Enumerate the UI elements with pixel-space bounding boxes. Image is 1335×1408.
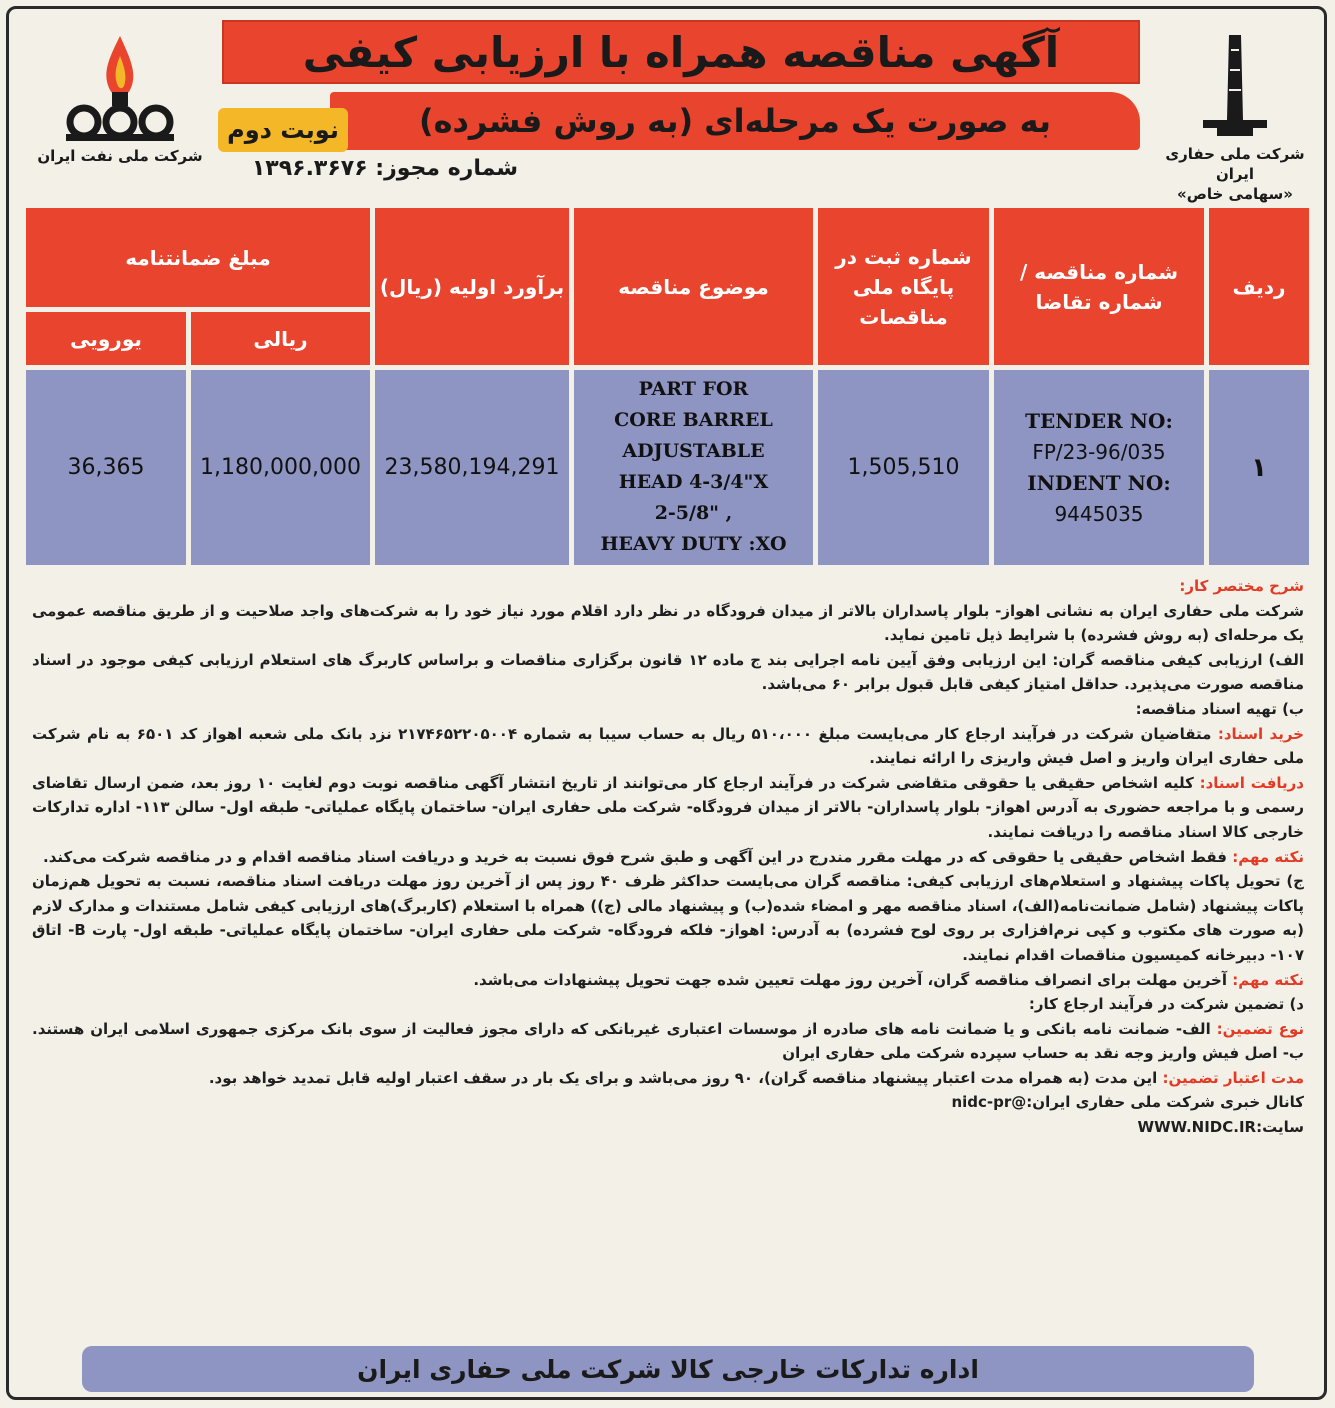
header-guarantee: مبلغ ضمانتنامه	[26, 208, 370, 307]
guarantee-type-label: نوع تضمین:	[1216, 1019, 1304, 1038]
header-registration: شماره ثبت در پایگاه ملی مناقصات	[818, 208, 989, 365]
nioc-logo	[30, 30, 210, 166]
header-guarantee-rial: ریالی	[191, 312, 370, 365]
footer-department: اداره تدارکات خارجی کالا شرکت ملی حفاری ایران	[82, 1346, 1254, 1392]
validity-label: مدت اعتبار تضمین:	[1162, 1068, 1304, 1087]
page-subtitle: به صورت یک مرحله‌ای (به روش فشرده)	[330, 92, 1140, 150]
header-guarantee-euro: یورویی	[26, 312, 186, 365]
header-estimate: برآورد اولیه (ریال)	[375, 208, 569, 365]
subject-line-6: HEAVY DUTY :XO	[600, 533, 787, 555]
tender-table	[26, 208, 1309, 565]
buy-label: خرید اسناد:	[1217, 724, 1304, 743]
nioc-flame-icon	[50, 30, 190, 142]
row-guarantee-rial: 1,180,000,000	[191, 370, 370, 565]
license-number: شماره مجوز: ۱۳۹۶.۳۶۷۶	[251, 156, 518, 181]
tender-label: TENDER NO:	[1025, 408, 1173, 433]
jim-text: مناقصه گران می‌بایست حداکثر ظرف ۴۰ روز پس از آخرین روز مهلت دریافت اسناد مناقصه، نسبت به تحویل هم‌زمان پاکات پیشنهاد (شامل ضمانت‌نامه(الف)، اسناد مناقصه مهر و امضاء شده(ب) و پیشنهاد مالی (ج)) همراه با استعلام (کاربرگ‌)های ارزیابی کیفی شامل مستندات و مدارک لازم (به صورت های مکتوب و کپی نرم‌افزاری بر روی لوح فشرده) به آدرس: اهواز- فلکه فرودگاه- شرکت ملی حفاری ایران- ساختمان پایگاه عملیاتی- طبقه اول- پارت B- اتاق ۱۰۷- دبیرخانه کمیسیون مناقصات اقدام نمایند.	[32, 872, 1304, 964]
dal-label: د) تضمین شرکت در فرآیند ارجاع کار:	[1028, 995, 1304, 1014]
row-estimate: 23,580,194,291	[375, 370, 569, 565]
header-subject: موضوع مناقصه	[574, 208, 813, 365]
buy-text: متقاضیان شرکت در فرآیند ارجاع کار می‌بایست مبلغ ۵۱۰،۰۰۰ ریال به حساب سیبا به شماره ۲۱۷۴۶۵۲۲۰۵۰۰۴ نزد بانک ملی شعبه اهواز کد ۶۵۰۱ به نام شرکت ملی حفاری ایران واریز و اصل فیش واریزی را ارائه نمایند.	[32, 724, 1304, 768]
nidc-caption-2: «سهامی خاص»	[1177, 185, 1293, 203]
alef-text: این ارزیابی وفق آیین نامه اجرایی بند ج ماده ۱۲ قانون برگزاری مناقصات و براساس کاربرگ های استعلام ارزیابی کیفی موجود در اسناد مناقصه صورت می‌پذیرد. حداقل امتیاز کیفی قابل قبول برابر ۶۰ می‌باشد.	[32, 650, 1304, 694]
summary-text: شرکت ملی حفاری ایران به نشانی اهواز- بلوار پاسداران بالاتر از میدان فرودگاه در نظر دارد اقلام مورد نیاز خود را به شرکت‌های واجد صلاحیت و از طریق مناقصه عمومی یک مرحله‌ای (به روش فشرده) با شرایط ذیل تامین نماید.	[32, 601, 1304, 645]
nidc-logo	[1160, 30, 1310, 204]
note2-text: آخرین مهلت برای انصراف مناقصه گران، آخرین روز مهلت تعیین شده جهت تحویل پیشنهادات می‌باشد.	[473, 970, 1228, 989]
guarantee-type-text: الف- ضمانت نامه بانکی و یا ضمانت نامه های صادره از موسسات اعتباری غیربانکی که دارای مجوز فعالیت از سوی بانک مرکزی جمهوری اسلامی ایران هستند. ب- اصل فیش واریز وجه نقد به حساب سپرده شرکت ملی حفاری ایران	[32, 1019, 1304, 1063]
summary-label: شرح مختصر کار:	[1179, 577, 1304, 595]
subject-line-4: HEAD 4-3/4"X	[618, 471, 769, 493]
news-channel: کانال خبری شرکت ملی حفاری ایران:@nidc-pr	[951, 1093, 1304, 1112]
subject-line-2: CORE BARREL	[614, 409, 773, 431]
nidc-caption-1: شرکت ملی حفاری ایران	[1165, 145, 1305, 183]
note2-label: نکته مهم:	[1232, 970, 1304, 989]
receive-text: کلیه اشخاص حقیقی یا حقوقی متقاضی شرکت در فرآیند ارجاع کار می‌توانند از تاریخ انتشار آگهی مناقصه نوبت دوم لغایت ۱۰ روز بعد، ضمن ارسال تقاضای رسمی و با مراجعه حضوری به آدرس اهواز- بلوار پاسداران- بالاتر از میدان فرودگاه- شرکت ملی حفاری ایران- ساختمان پایگاه عملیاتی- طبقه اول- سالن ۱۱۳- اداره تدارکات خارجی کالا اسناد مناقصه را دریافت نمایند.	[32, 773, 1304, 841]
header-tender-number: شماره مناقصه / شماره تقاضا	[994, 208, 1204, 365]
note1-label: نکته مهم:	[1232, 847, 1304, 866]
round-badge: نوبت دوم	[218, 108, 348, 152]
tender-value: FP/23-96/035	[1032, 439, 1166, 464]
page-title: آگهی مناقصه همراه با ارزیابی کیفی	[222, 20, 1140, 84]
validity-text: این مدت (به همراه مدت اعتبار پیشنهاد مناقصه گران)، ۹۰ روز می‌باشد و برای یک بار در سقف اعتبار اولیه قابل تمدید خواهد بود.	[208, 1068, 1158, 1087]
be-label: ب) تهیه اسناد مناقصه:	[1135, 699, 1304, 718]
alef-label: الف) ارزیابی کیفی مناقصه گران:	[1052, 650, 1304, 669]
row-index: ۱	[1209, 370, 1309, 565]
website[interactable]: سایت:WWW.NIDC.IR	[1137, 1118, 1304, 1137]
row-guarantee-euro: 36,365	[26, 370, 186, 565]
header-row-index: ردیف	[1209, 208, 1309, 365]
row-subject	[574, 370, 813, 565]
notice-body	[32, 574, 1304, 1140]
indent-value: 9445035	[1054, 501, 1144, 526]
row-registration: 1,505,510	[818, 370, 989, 565]
subject-line-5: 2-5/8" ,	[654, 502, 733, 524]
row-tender-number	[994, 370, 1204, 565]
jim-label: ج) تحویل پاکات پیشنهاد و استعلام‌های ارزیابی کیفی:	[906, 872, 1304, 891]
note1-text: فقط اشخاص حقیقی یا حقوقی که در مهلت مقرر مندرج در این آگهی و طبق شرح فوق نسبت به خرید و دریافت اسناد مناقصه اقدام و در مناقصه شرکت می‌کند.	[43, 847, 1228, 866]
derrick-icon	[1195, 30, 1275, 140]
subject-line-3: ADJUSTABLE	[622, 440, 765, 462]
receive-label: دریافت اسناد:	[1199, 773, 1304, 792]
subject-line-1: PART FOR	[638, 378, 749, 400]
indent-label: INDENT NO:	[1027, 470, 1171, 495]
nioc-caption: شرکت ملی نفت ایران	[37, 147, 203, 165]
